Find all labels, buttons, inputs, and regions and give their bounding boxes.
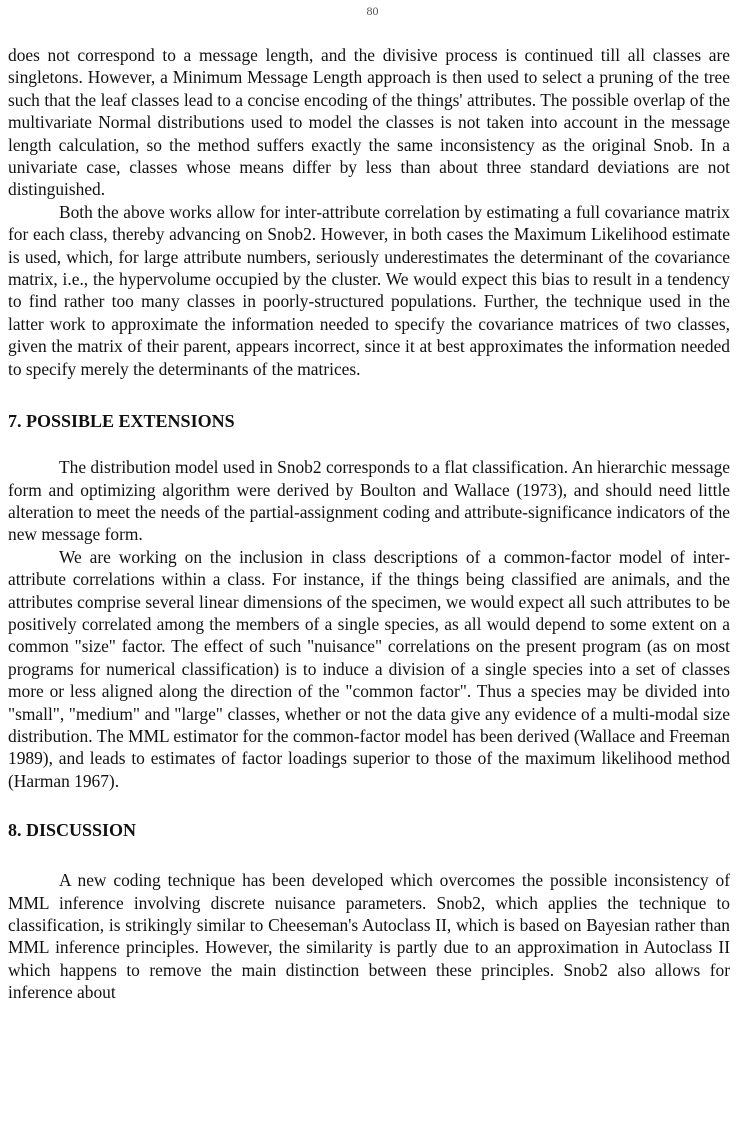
section-heading-possible-extensions: 7. POSSIBLE EXTENSIONS (8, 411, 235, 432)
section-heading-discussion: 8. DISCUSSION (8, 820, 137, 841)
paragraph-common-factor: We are working on the inclusion in class descriptions of a common-factor model of inter-attribute correlations within a class. For instance, if the things being classified are animals, and the attributes comprise several linear dimensions of the specimen, we would expect all such attributes to be positively correlated among the members of a single species, as all would depend to some extent on a common "size" factor. The effect of such "nuisance" correlations on the present program (as on most programs for numerical classification) is to induce a division of a single species into a set of classes more or less aligned along the direction of the "common factor". Thus a species may be divided into "small", "medium" and "large" classes, whether or not the data give any evidence of a multi-modal size distribution. The MML estimator for the common-factor model has been derived (Wallace and Freeman 1989), and leads to estimates of factor loadings superior to those of the maximum likelihood method (Harman 1967). (8, 546, 730, 791)
paragraph-hierarchic-model: The distribution model used in Snob2 corresponds to a flat classification. An hierarchic message form and optimizing algorithm were derived by Boulton and Wallace (1973), and should need little alteration to meet the needs of the partial-assignment coding and attribute-significance indicators of the new message form. (8, 457, 730, 545)
paragraph-covariance: Both the above works allow for inter-attribute correlation by estimating a full covariance matrix for each class, thereby advancing on Snob2. However, in both cases the Maximum Likelihood estimate is used, which, for large attribute numbers, seriously underestimates the determinant of the covariance matrix, i.e., the hypervolume occupied by the cluster. We would expect this bias to result in a tendency to find rather too many classes in poorly-structured populations. Further, the technique used in the latter work to approximate the information needed to specify the covariance matrices of two classes, given the matrix of their parent, appears incorrect, since it at best approximates the information needed to specify merely the determinants of the matrices. (8, 201, 730, 379)
paragraph-continued: does not correspond to a message length, and the divisive process is continued till all classes are singletons. However, a Minimum Message Length approach is then used to select a pruning of the tree such that the leaf classes lead to a concise encoding of the things' attributes. The possible overlap of the multivariate Normal distributions used to model the classes is not taken into account in the message length calculation, so the method suffers exactly the same inconsistency as the original Snob. In a univariate case, classes whose means differ by less than about three standard deviations are not distinguished. (8, 45, 730, 200)
paragraph-discussion: A new coding technique has been developed which overcomes the possible inconsistency of MML inference involving discrete nuisance parameters. Snob2, which applies the technique to classification, is strikingly similar to Cheeseman's Autoclass II, which is based on Bayesian rather than MML inference principles. However, the similarity is partly due to an approximation in Autoclass II which happens to remove the main distinction between these principles. Snob2 also allows for inference about (8, 870, 730, 1003)
page-body (8, 44, 730, 1004)
page-number: 80 (366, 4, 379, 18)
